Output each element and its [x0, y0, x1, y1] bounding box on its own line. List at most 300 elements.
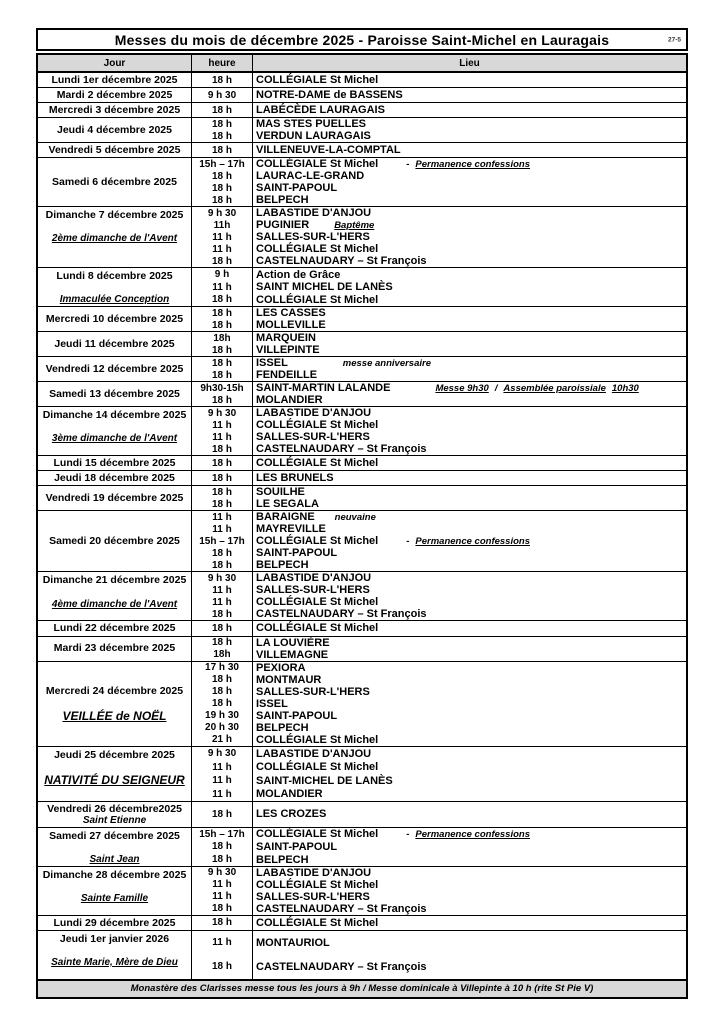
place-cell — [253, 931, 686, 955]
place-cell — [253, 916, 686, 930]
time-cell: 18 h — [192, 559, 253, 571]
time-cell: 18 h — [192, 916, 253, 930]
day-group — [38, 381, 686, 406]
place-cell — [253, 596, 686, 608]
place-name: FENDEILLE — [256, 369, 318, 382]
place-name: COLLÉGIALE St Michel — [256, 878, 379, 891]
mass-row — [192, 584, 686, 596]
schedule-rows — [192, 802, 686, 827]
place-cell — [253, 547, 686, 559]
day-group — [38, 636, 686, 661]
day-group — [38, 206, 686, 267]
place-name: PEXIORA — [256, 661, 306, 674]
mass-row — [192, 143, 686, 157]
day-cell — [38, 103, 192, 117]
schedule-rows — [192, 158, 686, 206]
place-cell — [253, 88, 686, 102]
place-annotation — [406, 536, 530, 547]
time-cell: 9h30-15h — [192, 382, 253, 394]
day-cell — [38, 621, 192, 635]
day-label: Jeudi 11 décembre 2025 — [54, 338, 175, 351]
day-label: Jeudi 25 décembre 2025 — [54, 748, 175, 761]
place-cell — [253, 498, 686, 510]
day-group — [38, 73, 686, 87]
schedule-rows — [192, 572, 686, 620]
day-group — [38, 915, 686, 930]
day-group — [38, 142, 686, 157]
place-cell — [253, 382, 686, 394]
mass-row — [192, 596, 686, 608]
place-name: SALLES-SUR-L'HERS — [256, 890, 370, 903]
day-cell — [38, 916, 192, 930]
place-name: CASTELNAUDARY – St François — [256, 443, 427, 456]
place-name: COLLÉGIALE St Michel — [256, 293, 379, 306]
place-name: LABASTIDE D'ANJOU — [256, 207, 372, 220]
day-group — [38, 157, 686, 206]
place-cell — [253, 332, 686, 344]
place-cell — [253, 710, 686, 722]
mass-row — [192, 774, 686, 787]
time-cell: 18 h — [192, 456, 253, 470]
place-cell — [253, 747, 686, 760]
schedule-rows — [192, 471, 686, 485]
place-name: MAYREVILLE — [256, 523, 326, 536]
mass-row — [192, 471, 686, 485]
schedule-rows — [192, 357, 686, 381]
place-name: LABASTIDE D'ANJOU — [256, 407, 372, 420]
place-cell — [253, 170, 686, 182]
place-cell — [253, 637, 686, 649]
place-name: COLLÉGIALE St Michel — [256, 457, 379, 470]
place-name: CASTELNAUDARY – St François — [256, 608, 427, 621]
day-label: Samedi 13 décembre 2025 — [49, 388, 180, 401]
time-cell: 18 h — [192, 194, 253, 206]
day-group — [38, 455, 686, 470]
place-name: VILLEPINTE — [256, 344, 320, 357]
place-annotation — [406, 829, 530, 840]
mass-row — [192, 319, 686, 331]
schedule-rows — [192, 456, 686, 470]
place-name: SAINT-MICHEL DE LANÈS — [256, 774, 393, 787]
schedule-rows — [192, 207, 686, 267]
place-cell — [253, 787, 686, 800]
annotation-segment: Permanence confessions — [415, 828, 530, 840]
time-cell: 18 h — [192, 73, 253, 87]
time-cell: 18 h — [192, 471, 253, 485]
time-cell: 18 h — [192, 103, 253, 117]
schedule-rows — [192, 382, 686, 406]
mass-row — [192, 207, 686, 219]
mass-row — [192, 891, 686, 903]
mass-row — [192, 88, 686, 102]
mass-row — [192, 103, 686, 117]
place-name: BELPECH — [256, 853, 309, 866]
mass-row — [192, 456, 686, 470]
place-cell — [253, 255, 686, 267]
day-cell — [38, 471, 192, 485]
place-cell — [253, 608, 686, 620]
time-cell: 18 h — [192, 853, 253, 866]
day-cell — [38, 486, 192, 510]
place-name: VERDUN LAURAGAIS — [256, 130, 371, 143]
day-note: NATIVITÉ DU SEIGNEUR — [44, 772, 185, 787]
mass-row — [192, 841, 686, 854]
place-name: COLLÉGIALE St Michel — [256, 828, 379, 841]
time-cell: 18 h — [192, 621, 253, 635]
time-cell: 18 h — [192, 307, 253, 319]
day-label: Samedi 20 décembre 2025 — [49, 535, 180, 548]
day-note: 3ème dimanche de l'Avent — [51, 433, 178, 445]
place-name: COLLÉGIALE St Michel — [256, 419, 379, 432]
place-annotation — [334, 220, 374, 231]
time-cell: 18 h — [192, 686, 253, 698]
page-title: Messes du mois de décembre 2025 - Paroisse Saint-Michel en Lauragais — [114, 31, 610, 48]
place-name: MAS STES PUELLES — [256, 118, 367, 131]
place-name: SALLES-SUR-L'HERS — [256, 584, 370, 597]
place-cell — [253, 158, 686, 170]
time-cell: 11 h — [192, 879, 253, 891]
day-group — [38, 102, 686, 117]
time-cell: 18h — [192, 649, 253, 661]
day-label: Dimanche 7 décembre 2025 — [45, 209, 184, 222]
mass-row — [192, 547, 686, 559]
day-cell — [38, 357, 192, 381]
place-name: SAINT MICHEL DE LANÈS — [256, 281, 393, 294]
place-name: LABÉCÈDE LAURAGAIS — [256, 104, 385, 117]
place-cell — [253, 879, 686, 891]
time-cell: 18 h — [192, 143, 253, 157]
mass-row — [192, 73, 686, 87]
day-label: Lundi 29 décembre 2025 — [53, 916, 176, 929]
schedule-rows — [192, 511, 686, 571]
place-name: COLLÉGIALE St Michel — [256, 622, 379, 635]
day-group — [38, 485, 686, 510]
place-cell — [253, 294, 686, 307]
time-cell: 15h – 17h — [192, 158, 253, 170]
day-label: Dimanche 14 décembre 2025 — [42, 409, 187, 422]
mass-row — [192, 307, 686, 319]
day-note: VEILLÉE de NOËL — [62, 708, 167, 723]
day-cell — [38, 332, 192, 356]
place-cell — [253, 511, 686, 523]
mass-row — [192, 637, 686, 649]
mass-row — [192, 394, 686, 406]
annotation-segment: Permanence confessions — [415, 535, 530, 547]
time-cell: 11 h — [192, 891, 253, 903]
time-cell: 18 h — [192, 357, 253, 369]
time-cell: 11 h — [192, 431, 253, 443]
place-cell — [253, 207, 686, 219]
schedule-rows — [192, 407, 686, 455]
place-cell — [253, 621, 686, 635]
mass-schedule-table — [36, 53, 688, 999]
place-name: SAINT-PAPOUL — [256, 547, 338, 560]
mass-row — [192, 853, 686, 866]
place-name: VILLEMAGNE — [256, 648, 329, 661]
place-name: SALLES-SUR-L'HERS — [256, 431, 370, 444]
mass-row — [192, 511, 686, 523]
place-name: COLLÉGIALE St Michel — [256, 916, 379, 929]
day-group — [38, 930, 686, 979]
mass-row — [192, 722, 686, 734]
place-name: SAINT-PAPOUL — [256, 182, 338, 195]
mass-row — [192, 407, 686, 419]
mass-row — [192, 118, 686, 130]
day-label: Mardi 2 décembre 2025 — [56, 89, 173, 102]
mass-row — [192, 903, 686, 915]
column-header-jour: Jour — [38, 55, 192, 71]
mass-row — [192, 294, 686, 307]
schedule-rows — [192, 73, 686, 87]
place-cell — [253, 841, 686, 854]
table-header-row — [38, 55, 686, 73]
schedule-rows — [192, 621, 686, 635]
day-group — [38, 356, 686, 381]
time-cell: 18 h — [192, 369, 253, 381]
time-cell: 18 h — [192, 841, 253, 854]
mass-row — [192, 268, 686, 281]
place-cell — [253, 194, 686, 206]
day-note: Sainte Marie, Mère de Dieu — [51, 957, 178, 969]
time-cell: 18 h — [192, 130, 253, 142]
schedule-rows — [192, 118, 686, 142]
mass-row — [192, 369, 686, 381]
time-cell: 9 h — [192, 268, 253, 281]
day-cell — [38, 407, 192, 455]
time-cell: 18 h — [192, 608, 253, 620]
place-name: SOUILHE — [256, 486, 305, 499]
day-cell — [38, 802, 192, 827]
time-cell: 11 h — [192, 281, 253, 294]
place-name: LE SEGALA — [256, 498, 319, 511]
time-cell: 18 h — [192, 637, 253, 649]
mass-row — [192, 674, 686, 686]
time-cell: 18 h — [192, 319, 253, 331]
day-label: Lundi 15 décembre 2025 — [53, 457, 176, 470]
place-name: COLLÉGIALE St Michel — [256, 243, 379, 256]
day-group — [38, 406, 686, 455]
mass-row — [192, 931, 686, 955]
schedule-rows — [192, 916, 686, 930]
place-cell — [253, 143, 686, 157]
day-cell — [38, 268, 192, 306]
mass-row — [192, 686, 686, 698]
mass-row — [192, 357, 686, 369]
day-cell — [38, 662, 192, 746]
time-cell: 11 h — [192, 596, 253, 608]
day-group — [38, 267, 686, 306]
place-cell — [253, 407, 686, 419]
place-cell — [253, 268, 686, 281]
day-label: Jeudi 18 décembre 2025 — [54, 472, 175, 485]
mass-row — [192, 382, 686, 394]
place-name: NOTRE-DAME de BASSENS — [256, 89, 403, 102]
mass-row — [192, 698, 686, 710]
mass-row — [192, 419, 686, 431]
annotation-segment: / — [494, 382, 498, 394]
mass-row — [192, 802, 686, 827]
time-cell: 9 h 30 — [192, 867, 253, 879]
time-cell: 9 h 30 — [192, 88, 253, 102]
place-cell — [253, 419, 686, 431]
place-cell — [253, 853, 686, 866]
place-cell — [253, 686, 686, 698]
mass-row — [192, 498, 686, 510]
place-cell — [253, 674, 686, 686]
time-cell: 18 h — [192, 255, 253, 267]
mass-row — [192, 443, 686, 455]
document-title-bar — [36, 28, 688, 51]
time-cell: 18 h — [192, 903, 253, 915]
place-cell — [253, 319, 686, 331]
place-name: COLLÉGIALE St Michel — [256, 596, 379, 609]
mass-row — [192, 734, 686, 746]
place-annotation — [435, 383, 638, 394]
place-cell — [253, 344, 686, 356]
day-label: Jeudi 4 décembre 2025 — [57, 124, 172, 137]
time-cell: 11 h — [192, 787, 253, 800]
time-cell: 18 h — [192, 344, 253, 356]
day-note: 4ème dimanche de l'Avent — [51, 598, 178, 610]
place-name: LABASTIDE D'ANJOU — [256, 572, 372, 585]
mass-row — [192, 486, 686, 498]
day-label: Vendredi 5 décembre 2025 — [48, 144, 181, 157]
schedule-rows — [192, 486, 686, 510]
day-group — [38, 746, 686, 801]
mass-row — [192, 572, 686, 584]
mass-row — [192, 219, 686, 231]
mass-row — [192, 535, 686, 547]
day-label: Vendredi 12 décembre 2025 — [45, 363, 184, 376]
day-label: Mercredi 10 décembre 2025 — [45, 313, 184, 326]
place-cell — [253, 231, 686, 243]
place-annotation — [335, 512, 376, 523]
day-cell — [38, 637, 192, 661]
time-cell: 11 h — [192, 584, 253, 596]
place-cell — [253, 523, 686, 535]
annotation-segment: 10h30 — [611, 382, 639, 394]
place-cell — [253, 584, 686, 596]
day-note: 2ème dimanche de l'Avent — [51, 233, 178, 245]
day-group — [38, 661, 686, 746]
place-name: LES BRUNELS — [256, 472, 334, 485]
time-cell: 18 h — [192, 443, 253, 455]
document-page — [36, 28, 688, 999]
place-cell — [253, 903, 686, 915]
mass-row — [192, 608, 686, 620]
day-cell — [38, 143, 192, 157]
mass-row — [192, 760, 686, 773]
annotation-segment: - — [406, 158, 410, 170]
time-cell: 18 h — [192, 394, 253, 406]
column-header-lieu: Lieu — [459, 57, 480, 69]
time-cell: 19 h 30 — [192, 710, 253, 722]
place-name: Action de Grâce — [256, 268, 341, 281]
mass-row — [192, 281, 686, 294]
place-cell — [253, 559, 686, 571]
place-cell — [253, 535, 686, 547]
place-name: LABASTIDE D'ANJOU — [256, 866, 372, 879]
place-name: LABASTIDE D'ANJOU — [256, 747, 372, 760]
mass-row — [192, 182, 686, 194]
place-name: MARQUEIN — [256, 332, 316, 345]
place-cell — [253, 118, 686, 130]
day-label: Lundi 22 décembre 2025 — [53, 622, 176, 635]
day-label: Vendredi 26 décembre2025 — [47, 802, 182, 815]
time-cell: 11 h — [192, 511, 253, 523]
day-group — [38, 331, 686, 356]
place-cell — [253, 307, 686, 319]
place-cell — [253, 867, 686, 879]
mass-row — [192, 523, 686, 535]
place-cell — [253, 662, 686, 674]
day-note: Saint Jean — [89, 853, 140, 865]
place-name: BELPECH — [256, 721, 309, 734]
place-cell — [253, 760, 686, 773]
schedule-rows — [192, 103, 686, 117]
day-label: Lundi 1er décembre 2025 — [51, 74, 178, 86]
place-cell — [253, 828, 686, 841]
time-cell: 9 h 30 — [192, 207, 253, 219]
place-cell — [253, 774, 686, 787]
day-cell — [38, 747, 192, 801]
day-group — [38, 620, 686, 635]
time-cell: 18 h — [192, 294, 253, 307]
time-cell: 11 h — [192, 231, 253, 243]
place-cell — [253, 73, 686, 87]
place-name: BELPECH — [256, 559, 309, 572]
place-name: COLLÉGIALE St Michel — [256, 733, 379, 746]
time-cell: 18 h — [192, 118, 253, 130]
place-name: VILLENEUVE-LA-COMPTAL — [256, 144, 401, 157]
mass-row — [192, 431, 686, 443]
place-name: SAINT-PAPOUL — [256, 709, 338, 722]
annotation-segment: - — [406, 828, 410, 840]
place-annotation — [343, 358, 431, 369]
place-cell — [253, 219, 686, 231]
place-name: COLLÉGIALE St Michel — [256, 761, 379, 774]
place-cell — [253, 471, 686, 485]
place-name: BARAIGNE — [256, 511, 315, 524]
day-label: Jeudi 1er janvier 2026 — [59, 932, 170, 945]
place-cell — [253, 486, 686, 498]
time-cell: 18 h — [192, 674, 253, 686]
mass-row — [192, 662, 686, 674]
time-cell: 18 h — [192, 182, 253, 194]
column-header-heure: heure — [192, 55, 253, 71]
time-cell: 11 h — [192, 931, 253, 955]
place-name: CASTELNAUDARY – St François — [256, 960, 427, 973]
mass-row — [192, 231, 686, 243]
schedule-rows — [192, 332, 686, 356]
time-cell: 18 h — [192, 486, 253, 498]
day-cell — [38, 382, 192, 406]
place-name: SALLES-SUR-L'HERS — [256, 231, 370, 244]
place-cell — [253, 734, 686, 746]
day-cell — [38, 511, 192, 571]
place-cell — [253, 456, 686, 470]
day-group — [38, 827, 686, 866]
annotation-segment: neuvaine — [334, 511, 376, 523]
day-cell — [38, 931, 192, 979]
mass-row — [192, 867, 686, 879]
day-cell — [38, 828, 192, 866]
day-cell — [38, 572, 192, 620]
mass-row — [192, 344, 686, 356]
time-cell: 18 h — [192, 698, 253, 710]
day-label: Mardi 23 décembre 2025 — [53, 642, 176, 655]
time-cell: 9 h 30 — [192, 747, 253, 760]
